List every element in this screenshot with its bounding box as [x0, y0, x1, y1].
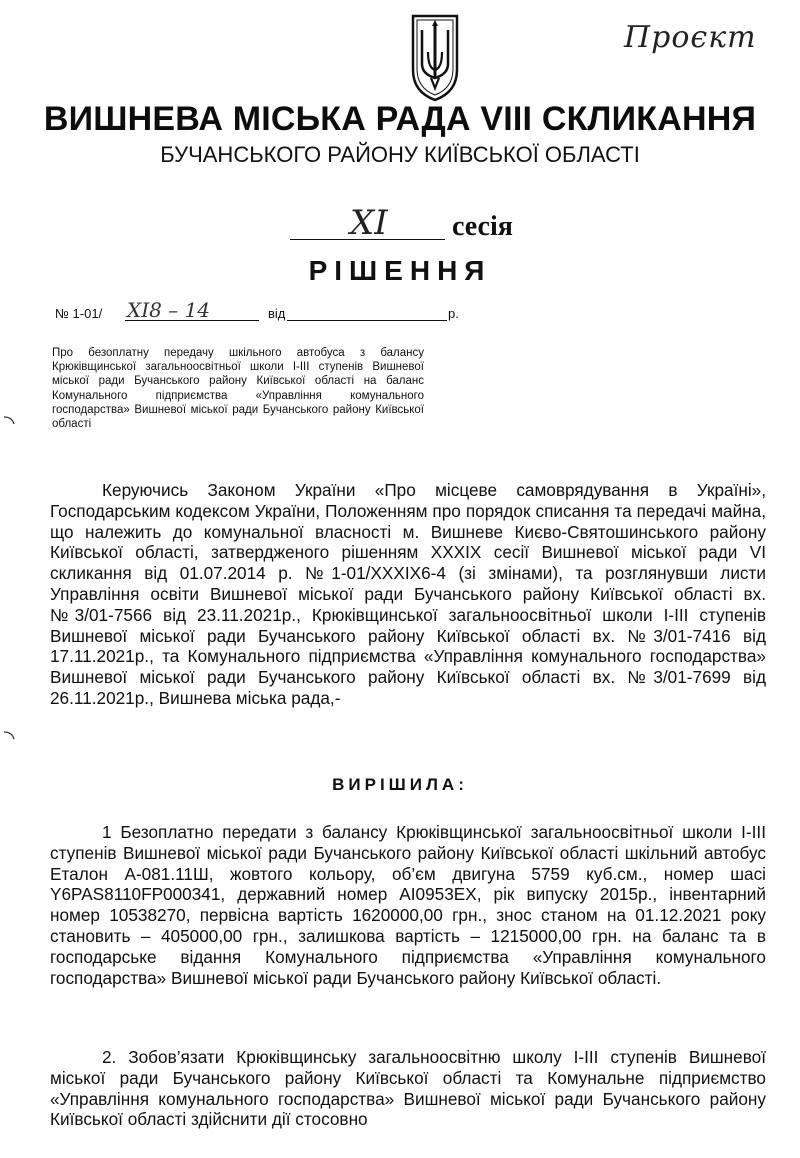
number-underline [125, 320, 259, 321]
binding-mark [4, 730, 16, 740]
council-subtitle: БУЧАНСЬКОГО РАЙОНУ КИЇВСЬКОЇ ОБЛАСТІ [160, 142, 640, 167]
trident-coat-of-arms-icon [410, 12, 460, 102]
binding-mark [4, 415, 16, 425]
resolved-heading: ВИРІШИЛА: [332, 775, 468, 794]
draft-stamp: Проєкт [624, 20, 757, 55]
session-number: XI [350, 203, 388, 243]
decision-subject: Про безоплатну передачу шкільного автобуса з балансу Крюківщинської загальноосвітньої школи І-ІІІ ступенів Вишневої міської ради Бучанського району Київської області на баланс Комунального підприємства «Управління комунального господарства» Вишневої міської ради Бучанського району Київської області [52, 347, 424, 431]
number-prefix: № 1-01/ [55, 306, 103, 321]
date-prefix: від [268, 306, 286, 321]
decision-heading: РІШЕННЯ [308, 255, 492, 286]
date-underline [287, 320, 447, 321]
number-handwritten: XI8 – 14 [127, 298, 211, 322]
date-suffix: р. [448, 306, 459, 321]
session-label: сесія [452, 211, 513, 242]
council-title: ВИШНЕВА МІСЬКА РАДА VIII СКЛИКАННЯ [43, 100, 757, 138]
decision-item-1: 1 Безоплатно передати з балансу Крюківщинської загальноосвітньої школи І-ІІІ ступенів Вишневої міської ради Бучанського району Київської області шкільний автобус Еталон А-081.11Ш, жовтого кольору, об’єм двигуна 5759 куб.см., номер шасі Y6PAS8110FP000341, державний номер АІ0953ЕХ, рік випуску 2015р., інвентарний номер 10538270, первісна вартість 1620000,00 грн., знос станом на 01.12.2021 року становить – 405000,00 грн., залишкова вартість – 1215000,00 грн. на баланс та в господарське відання Комунального підприємства «Управління комунального господарства» Вишневої міської ради Бучанського району Київської області. [50, 822, 766, 988]
preamble-paragraph: Керуючись Законом України «Про місцеве самоврядування в Україні», Господарським кодексом України, Положенням про порядок списання та передачі майна, що належить до комунальної власності м. Вишневе Києво-Святошинського району Київської області, затвердженого рішенням XXXIX сесії Вишневої міської ради VI скликання від 01.07.2014 р. №1-01/XXXIX6-4 (зі змінами), та розглянувши листи Управління освіти Вишневої міської ради Бучанського району Київської області вх. №3/01-7566 від 23.11.2021р., Крюківщинської загальноосвітньої школи І-ІІІ ступенів Вишневої міської ради Бучанського району Київської області вх. №3/01-7416 від 17.11.2021р., та Комунального підприємства «Управління комунального господарства» Вишневої міської ради Бучанського району Київської області вх. №3/01-7699 від 26.11.2021р., Вишнева міська рада,- [50, 480, 766, 708]
decision-number-line [55, 298, 459, 324]
session-line [290, 203, 550, 247]
decision-item-2: 2. Зобов’язати Крюківщинську загальноосвітню школу І-ІІІ ступенів Вишневої міської ради Бучанського району Київської області та Комунальне підприємство «Управління комунального господарства» Вишневої міської ради Бучанського району Київської області здійснити дії стосовно [50, 1047, 766, 1130]
